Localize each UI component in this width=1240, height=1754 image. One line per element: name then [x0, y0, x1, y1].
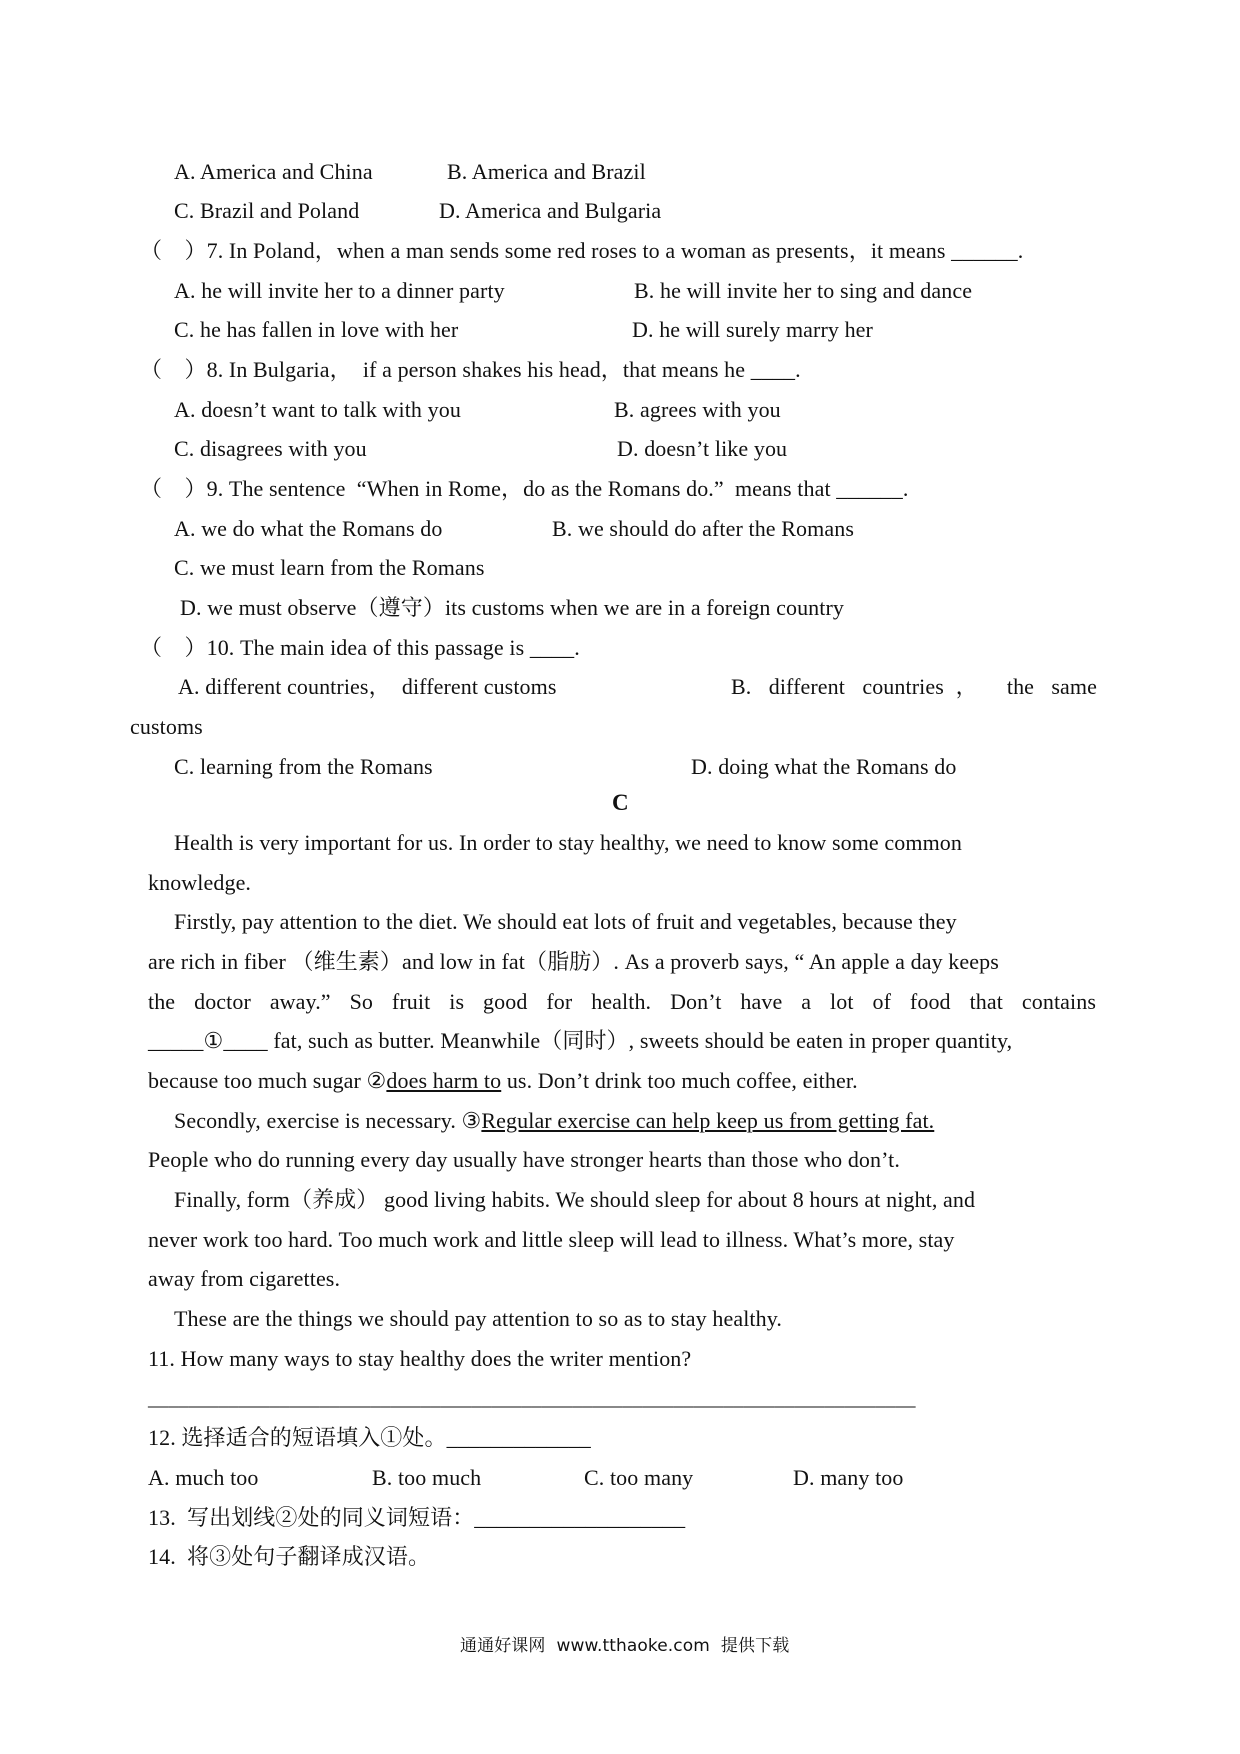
q12-option-b: B. too much [372, 1465, 482, 1490]
q9-option-b: B. we should do after the Romans [552, 516, 854, 541]
q7-stem: （ ）7. In Poland，when a man sends some red roses to a woman as presents，it means ______. [140, 238, 1024, 263]
passage-text: Secondly, exercise is necessary. ③ [174, 1108, 482, 1133]
passage-p2-line4: _____①____ fat, such as butter. Meanwhile（同时）, sweets should be eaten in proper quantity, [148, 1028, 1013, 1053]
passage-p1-line1: Health is very important for us. In order to stay healthy, we need to know some common [174, 830, 962, 855]
q8-option-c: C. disagrees with you [174, 436, 367, 461]
q9-option-c: C. we must learn from the Romans [174, 555, 485, 580]
q10-option-c: C. learning from the Romans [174, 754, 433, 779]
q10-option-a: A. different countries， different customs [178, 674, 557, 699]
q6-option-c: C. Brazil and Poland [174, 198, 360, 223]
passage-p2-line2: are rich in fiber （维生素）and low in fat（脂肪）. As a proverb says, “ An apple a day keeps [148, 949, 999, 974]
passage-p4-line1: Finally, form（养成） good living habits. We should sleep for about 8 hours at night, and [174, 1187, 976, 1212]
q10-option-b: B. different countries， the same [731, 674, 1097, 699]
q8-stem: （ ）8. In Bulgaria， if a person shakes his head，that means he ____. [140, 357, 801, 382]
passage-p2-line3: the doctor away.” So fruit is good for health. Don’t have a lot of food that contains [148, 989, 1096, 1014]
q7-option-b: B. he will invite her to sing and dance [634, 278, 973, 303]
q10-stem: （ ）10. The main idea of this passage is ____. [140, 635, 580, 660]
q7-option-c: C. he has fallen in love with her [174, 317, 459, 342]
passage-p1-line2: knowledge. [148, 870, 252, 895]
q12-option-d: D. many too [793, 1465, 904, 1490]
passage-p4-line3: away from cigarettes. [148, 1266, 341, 1291]
passage-p4-line2: never work too hard. Too much work and little sleep will lead to illness. What’s more, stay [148, 1227, 955, 1252]
passage-p2-line1: Firstly, pay attention to the diet. We should eat lots of fruit and vegetables, because they [174, 909, 957, 934]
footer-credit: 通通好课网 www.tthaoke.com 提供下载 [460, 1636, 790, 1656]
q10-option-b-continued: customs [130, 714, 203, 739]
q11-stem: 11. How many ways to stay healthy does the writer mention? [148, 1346, 692, 1371]
passage-text: us. Don’t drink too much coffee, either. [501, 1068, 858, 1093]
q8-option-d: D. doesn’t like you [617, 436, 788, 461]
q8-option-b: B. agrees with you [614, 397, 781, 422]
q8-option-a: A. doesn’t want to talk with you [174, 397, 461, 422]
underlined-sentence-3: Regular exercise can help keep us from getting fat. [481, 1108, 935, 1133]
q9-option-a: A. we do what the Romans do [174, 516, 443, 541]
q11-answer-line[interactable]: ____________________________________________________________________________ [148, 1388, 916, 1410]
q12-stem: 12. 选择适合的短语填入①处。_____________ [148, 1425, 591, 1450]
q7-option-d: D. he will surely marry her [632, 317, 873, 342]
passage-p3-line2: People who do running every day usually have stronger hearts than those who don’t. [148, 1147, 900, 1172]
q6-option-d: D. America and Bulgaria [439, 198, 662, 223]
q13-stem: 13. 写出划线②处的同义词短语：___________________ [148, 1505, 686, 1530]
passage-p2-line5 [148, 1067, 858, 1095]
q10-option-d: D. doing what the Romans do [691, 754, 957, 779]
q6-option-a: A. America and China [174, 159, 373, 184]
section-heading: C [612, 790, 629, 815]
q12-option-a: A. much too [148, 1465, 259, 1490]
passage-p5: These are the things we should pay attention to so as to stay healthy. [174, 1306, 782, 1331]
underlined-phrase-2: does harm to [386, 1068, 502, 1093]
passage-p3-line1 [174, 1107, 934, 1135]
q7-option-a: A. he will invite her to a dinner party [174, 278, 505, 303]
q9-stem: （ ）9. The sentence “When in Rome，do as the Romans do.” means that ______. [140, 476, 909, 501]
q14-stem: 14. 将③处句子翻译成汉语。 [148, 1544, 431, 1569]
q6-option-b: B. America and Brazil [447, 159, 646, 184]
q9-option-d: D. we must observe（遵守）its customs when we are in a foreign country [180, 595, 845, 620]
q12-option-c: C. too many [584, 1465, 694, 1490]
passage-text: because too much sugar ② [148, 1068, 387, 1093]
